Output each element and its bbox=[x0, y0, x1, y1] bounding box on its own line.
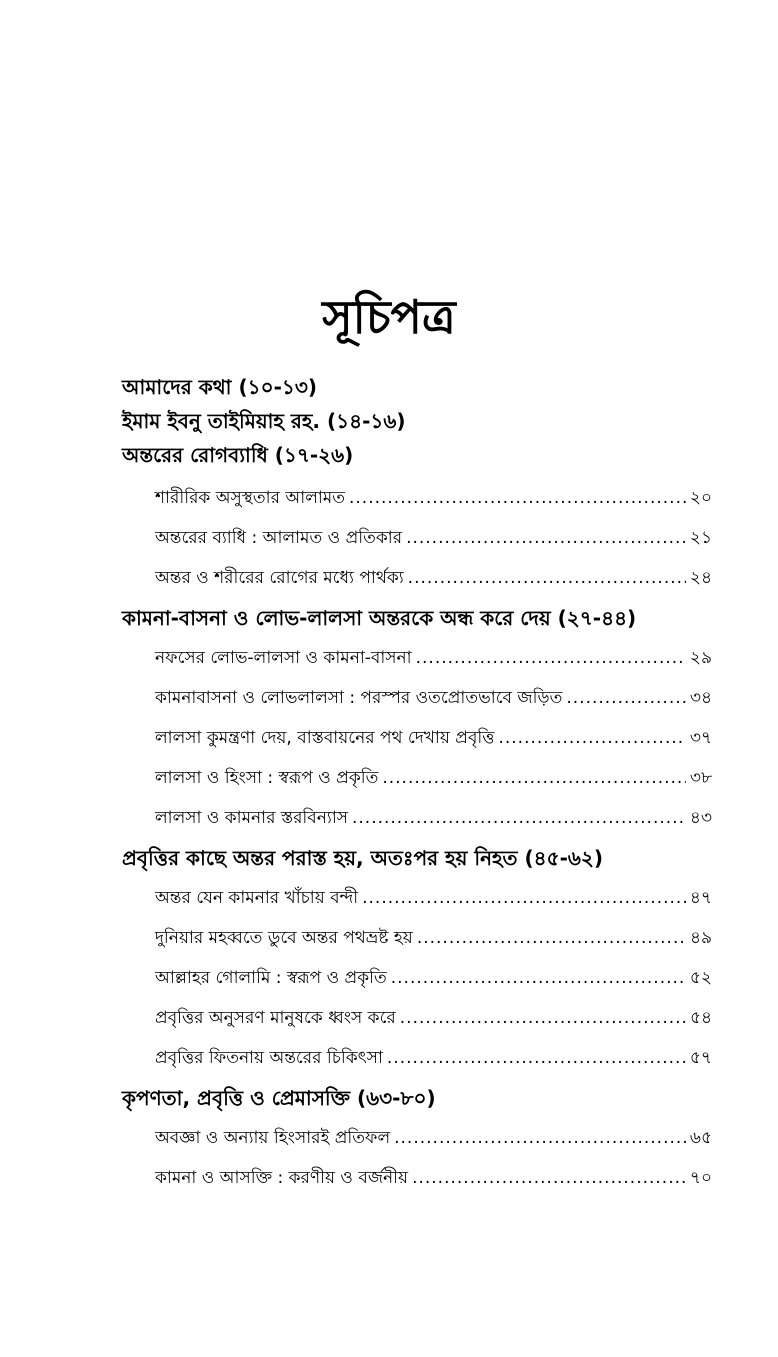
entry-title: লালসা কুমন্ত্রণা দেয়, বাস্তবায়নের পথ দেখায় প্রবৃত্তি bbox=[155, 728, 495, 748]
entry-title: অন্তর ও শরীরের রোগের মধ্যে পার্থক্য bbox=[155, 568, 404, 588]
dot-leader bbox=[406, 518, 686, 558]
entry-page-number: ৪৭ bbox=[689, 888, 712, 908]
entry-page-number: ৩৪ bbox=[689, 688, 712, 708]
dot-leader bbox=[408, 558, 686, 598]
entry-page-number: ৫৪ bbox=[689, 1008, 712, 1028]
entry-title: শারীরিক অসুস্থতার আলামত bbox=[155, 488, 345, 508]
entry-title: কামনাবাসনা ও লোভলালসা : পরস্পর ওতপ্রোতভাবে জড়িত bbox=[155, 688, 563, 708]
toc-entry bbox=[155, 718, 712, 758]
entry-title: লালসা ও কামনার স্তরবিন্যাস bbox=[155, 808, 348, 828]
entry-page-number: ৫৭ bbox=[689, 1048, 712, 1068]
dot-leader bbox=[417, 918, 686, 958]
table-of-contents bbox=[122, 370, 712, 1198]
entry-page-number: ৪৯ bbox=[689, 928, 712, 948]
toc-entry bbox=[155, 678, 712, 718]
chapter-heading: আমাদের কথা (১০-১৩) bbox=[122, 375, 317, 399]
dot-leader bbox=[416, 638, 686, 678]
entry-title: প্রবৃত্তির ফিতনায় অন্তরের চিকিৎসা bbox=[155, 1048, 383, 1068]
entry-page-number: ৬৫ bbox=[689, 1128, 712, 1148]
entry-page-number: ৭০ bbox=[689, 1168, 712, 1188]
toc-entry bbox=[155, 518, 712, 558]
chapter-heading: প্রবৃত্তির কাছে অন্তর পরাস্ত হয়, অতঃপর হয় নিহত (৪৫-৬২) bbox=[122, 846, 604, 870]
entry-title: অবজ্ঞা ও অন্যায় হিংসারই প্রতিফল bbox=[155, 1128, 391, 1148]
dot-leader bbox=[394, 1118, 686, 1158]
toc-entry bbox=[155, 758, 712, 798]
chapter-heading: কামনা-বাসনা ও লোভ-লালসা অন্তরকে অন্ধ করে দেয় (২৭-৪৪) bbox=[122, 606, 637, 630]
page-title: সূচিপত্র bbox=[322, 290, 456, 344]
dot-leader bbox=[362, 878, 686, 918]
toc-entry bbox=[155, 798, 712, 838]
dot-leader bbox=[382, 758, 686, 798]
dot-leader bbox=[498, 718, 685, 758]
entry-page-number: ২০ bbox=[689, 488, 712, 508]
toc-entry bbox=[155, 878, 712, 918]
toc-entry bbox=[155, 1158, 712, 1198]
entry-page-number: ৩৭ bbox=[689, 728, 712, 748]
chapter-heading: ইমাম ইবনু তাইমিয়াহ রহ. (১৪-১৬) bbox=[122, 409, 406, 433]
chapter-heading: কৃপণতা, প্রবৃত্তি ও প্রেমাসক্তি (৬৩-৮০) bbox=[122, 1086, 436, 1110]
dot-leader bbox=[400, 998, 686, 1038]
entry-title: দুনিয়ার মহব্বতে ডুবে অন্তর পথভ্রষ্ট হয় bbox=[155, 928, 413, 948]
entry-title: প্রবৃত্তির অনুসরণ মানুষকে ধ্বংস করে bbox=[155, 1008, 396, 1028]
toc-entry bbox=[155, 1038, 712, 1078]
dot-leader bbox=[566, 678, 686, 718]
toc-entry bbox=[155, 638, 712, 678]
dot-leader bbox=[387, 1038, 686, 1078]
toc-entry bbox=[155, 918, 712, 958]
entry-title: লালসা ও হিংসা : স্বরূপ ও প্রকৃতি bbox=[155, 768, 379, 788]
entry-title: অন্তর যেন কামনার খাঁচায় বন্দী bbox=[155, 888, 359, 908]
toc-entry bbox=[155, 958, 712, 998]
entry-page-number: ২৪ bbox=[689, 568, 712, 588]
entry-page-number: ২৯ bbox=[689, 648, 712, 668]
dot-leader bbox=[349, 478, 686, 518]
toc-entry bbox=[155, 558, 712, 598]
chapter-heading: অন্তরের রোগব্যাধি (১৭-২৬) bbox=[122, 443, 354, 467]
dot-leader bbox=[412, 1158, 686, 1198]
toc-entry bbox=[155, 1118, 712, 1158]
entry-page-number: ৪৩ bbox=[689, 808, 712, 828]
entry-page-number: ৫২ bbox=[689, 968, 712, 988]
dot-leader bbox=[391, 958, 686, 998]
entry-page-number: ৩৮ bbox=[689, 768, 712, 788]
entry-page-number: ২১ bbox=[689, 528, 712, 548]
entry-title: আল্লাহর গোলামি : স্বরূপ ও প্রকৃতি bbox=[155, 968, 387, 988]
entry-title: কামনা ও আসক্তি : করণীয় ও বর্জনীয় bbox=[155, 1168, 409, 1188]
entry-title: নফসের লোভ-লালসা ও কামনা-বাসনা bbox=[155, 648, 412, 668]
dot-leader bbox=[352, 798, 686, 838]
toc-entry bbox=[155, 478, 712, 518]
toc-entry bbox=[155, 998, 712, 1038]
entry-title: অন্তরের ব্যাধি : আলামত ও প্রতিকার bbox=[155, 528, 403, 548]
